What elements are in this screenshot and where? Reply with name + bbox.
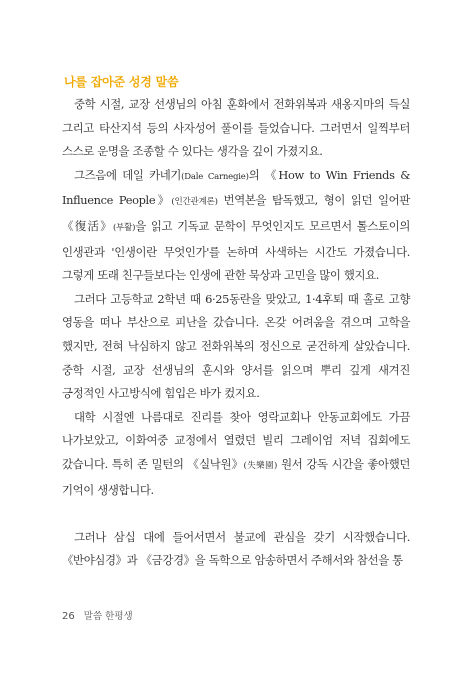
hanja-annotation: (失樂園) bbox=[243, 460, 278, 471]
paragraph-2-text-a: 그즈음에 데일 카네기 bbox=[74, 167, 182, 182]
korean-title-annotation: (인간관계론) bbox=[171, 197, 218, 208]
paragraph-5: 그러나 삼십 대에 들어서면서 불교에 관심을 갖기 시작했습니다. 《반야심경》과 《금강경》을 독학으로 암송하면서 주해서와 참선을 통 bbox=[62, 529, 410, 568]
page-footer bbox=[62, 608, 133, 622]
page-number: 26 bbox=[62, 611, 75, 622]
body-text bbox=[62, 93, 410, 573]
paragraph-2-text-e: 번역본을 탐독했고, 형이 읽던 일어판 《復活》 bbox=[62, 193, 410, 233]
paragraph-4-text-c: 원서 강독 시간을 좋아했던 기억이 생생합니다. bbox=[62, 456, 410, 497]
paragraph-4-text-a: 대학 시절엔 나름대로 진리를 찾아 영락교회나 안동교회에도 가끔 나가보았고, 이화여중 교정에서 열렸던 빌리 그레이엄 저녁 집회에도 갔습니다. 특히 존 밀턴의 《실낙원》 bbox=[62, 409, 410, 471]
paragraph-3: 그러다 고등학교 2학년 때 6·25동란을 맞았고, 1·4후퇴 때 홀로 고향 영동을 떠나 부산으로 피난을 갔습니다. 온갖 어려움을 겪으며 고학을 했지만, 전혀 낙심하지 않고 전화위복의 정신으로 굳건하게 살았습니다. 중학 시절, 교장 선생님의 훈시와 양서를 읽으며 뿌리 깊게 새겨진 긍정적인 사고방식에 힘입은 바가 컸지요. bbox=[62, 291, 410, 401]
section-heading: 나를 잡아준 성경 말씀 bbox=[64, 75, 179, 89]
paragraph-2 bbox=[62, 164, 410, 288]
paragraph-2-text-c: 의 《How to Win Friends & Influence People》 bbox=[62, 167, 410, 208]
paragraph-2-text-g: 을 읽고 기독교 문학이 무엇인지도 모르면서 톨스토이의 인생관과 '인생이란 무엇인가'를 논하며 사색하는 시간도 가졌습니다. 그렇게 또래 친구들보다는 인생에 관한 묵상과 고민을 많이 했지요. bbox=[62, 218, 410, 283]
running-title: 말씀 한평생 bbox=[83, 611, 133, 622]
hangul-reading-annotation: (부활) bbox=[112, 222, 136, 233]
paragraph-1: 중학 시절, 교장 선생님의 아침 훈화에서 전화위복과 새옹지마의 득실 그리고 타산지석 등의 사자성어 풀이를 들었습니다. 그러면서 일찍부터 스스로 운명을 조종할 수 있다는 생각을 깊이 가졌지요. bbox=[62, 97, 410, 159]
paragraph-4 bbox=[62, 406, 410, 502]
english-name-annotation: (Dale Carnegie) bbox=[181, 171, 249, 182]
